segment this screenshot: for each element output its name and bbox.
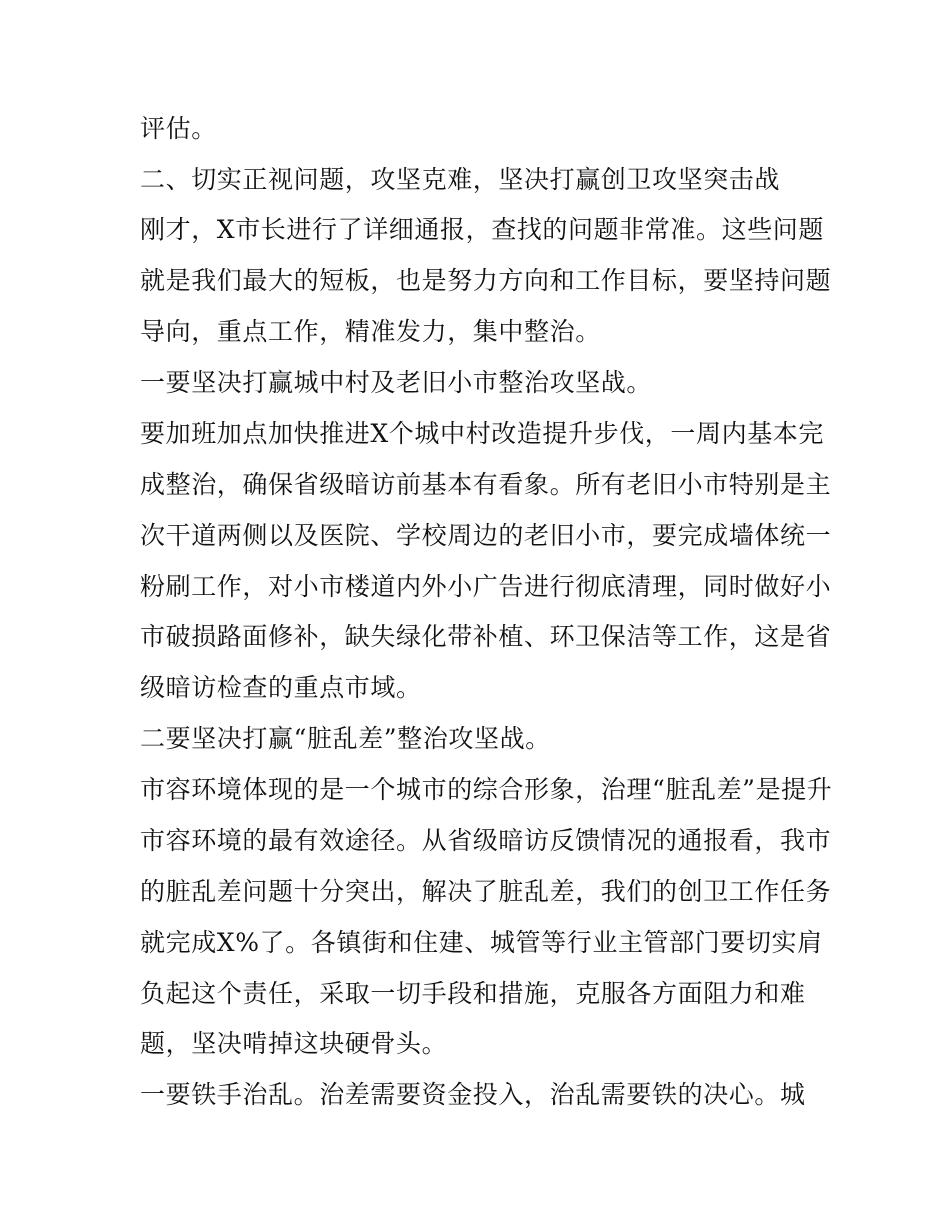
text-line: 评估。 xyxy=(140,114,217,143)
subsection-heading: 一要坚决打赢城中村及老旧小市整治攻坚战。 xyxy=(140,368,653,397)
text-line: 导向，重点工作，精准发力，集中整治。 xyxy=(140,317,601,346)
text-line: 市容环境的最有效途径。从省级暗访反馈情况的通报看，我市 xyxy=(140,826,832,855)
text-line: 一要铁手治乱。治差需要资金投入，治乱需要铁的决心。城 xyxy=(140,1080,806,1109)
text-line: 级暗访检查的重点市域。 xyxy=(140,673,422,702)
text-line: 次干道两侧以及医院、学校周边的老旧小市，要完成墙体统一 xyxy=(140,521,832,550)
text-line: 市容环境体现的是一个城市的综合形象，治理“脏乱差”是提升 xyxy=(140,775,833,804)
section-heading: 二、切实正视问题，攻坚克难，坚决打赢创卫攻坚突击战 xyxy=(140,165,781,194)
text-line: 要加班加点加快推进X个城中村改造提升步伐，一周内基本完 xyxy=(140,419,824,448)
text-line: 负起这个责任，采取一切手段和措施，克服各方面阻力和难 xyxy=(140,979,806,1008)
text-line: 粉刷工作，对小市楼道内外小广告进行彻底清理，同时做好小 xyxy=(140,572,832,601)
text-line: 市破损路面修补，缺失绿化带补植、环卫保洁等工作，这是省 xyxy=(140,622,832,651)
text-line: 成整治，确保省级暗访前基本有看象。所有老旧小市特别是主 xyxy=(140,470,832,499)
text-line: 就是我们最大的短板，也是努力方向和工作目标，要坚持问题 xyxy=(140,266,832,295)
subsection-heading: 二要坚决打赢“脏乱差”整治攻坚战。 xyxy=(140,724,551,753)
text-line: 的脏乱差问题十分突出，解决了脏乱差，我们的创卫工作任务 xyxy=(140,877,832,906)
text-line: 刚才，X市长进行了详细通报，查找的问题非常准。这些问题 xyxy=(140,215,824,244)
text-line: 就完成X%了。各镇街和住建、城管等行业主管部门要切实肩 xyxy=(140,928,823,957)
text-line: 题，坚决啃掉这块硬骨头。 xyxy=(140,1029,448,1058)
